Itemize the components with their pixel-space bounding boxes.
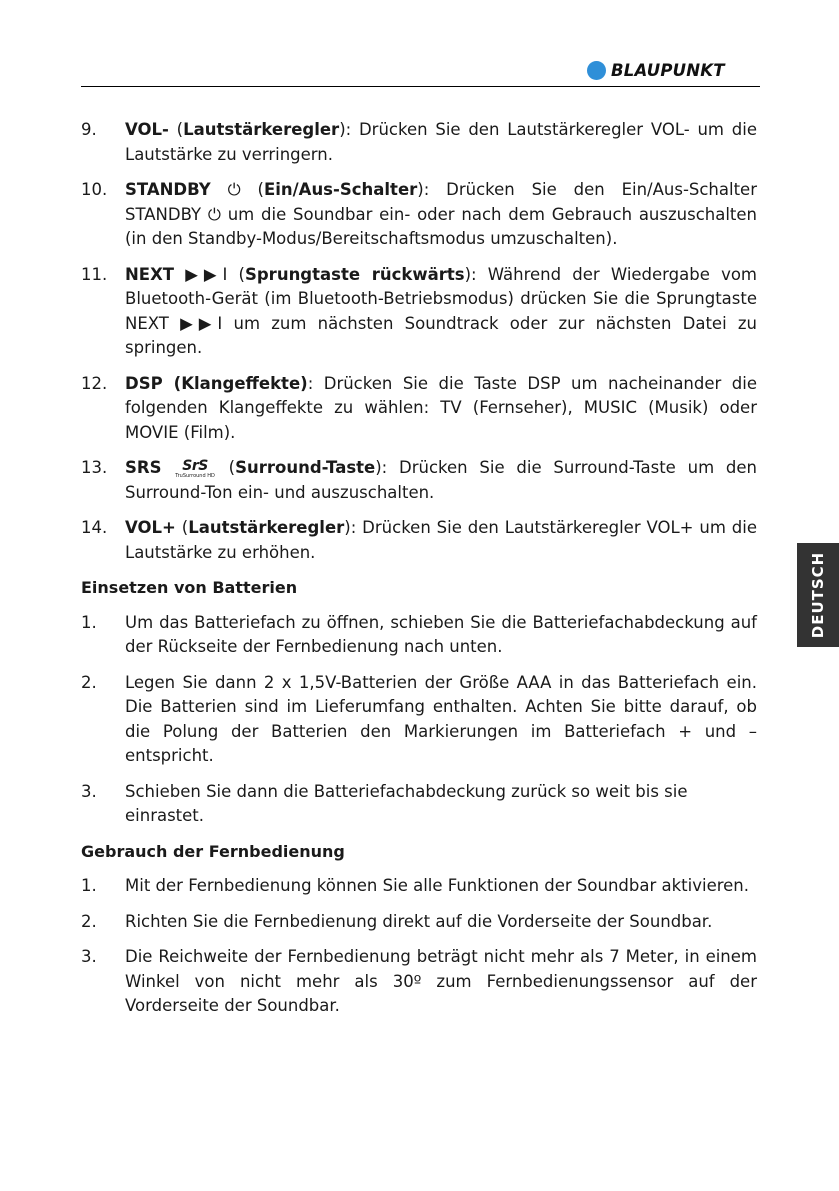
brand-name: BLAUPUNKT bbox=[611, 60, 725, 80]
item-number: 12. bbox=[81, 373, 108, 393]
item-text: Schieben Sie dann die Batteriefachabdeckung zurück so weit bis sie einrastet. bbox=[125, 781, 688, 825]
brand-dot-icon bbox=[587, 61, 606, 80]
item-number: 2. bbox=[81, 911, 97, 931]
language-tab-label: DEUTSCH bbox=[809, 551, 827, 639]
section-heading: Einsetzen von Batterien bbox=[81, 578, 298, 597]
list-item bbox=[81, 910, 757, 935]
list-item bbox=[81, 516, 757, 565]
item-number: 13. bbox=[81, 458, 108, 477]
item-number: 2. bbox=[81, 672, 97, 692]
brand-logo bbox=[587, 58, 767, 82]
list-item bbox=[81, 372, 757, 446]
item-text: NEXT ▶▶I (Sprungtaste rückwärts): Während der Wiedergabe vom Bluetooth-Gerät (im Bluetooth-Betriebsmodus) drücken Sie die Sprungtaste NEXT ▶▶I um zum nächsten Soundtrack oder zur nächsten Datei zu springen. bbox=[125, 264, 758, 357]
item-number: 1. bbox=[81, 876, 97, 895]
page-content bbox=[81, 118, 757, 1030]
list-item bbox=[81, 263, 757, 361]
item-number: 3. bbox=[81, 781, 97, 801]
list-item bbox=[81, 671, 757, 769]
item-text: DSP (Klangeffekte): Drücken Sie die Taste DSP um nacheinander die folgenden Klangeffekte zu wählen: TV (Fernseher), MUSIC (Musik) oder MOVIE (Film). bbox=[125, 373, 758, 442]
item-number: 10. bbox=[81, 180, 108, 199]
item-text: Die Reichweite der Fernbedienung beträgt nicht mehr als 7 Meter, in einem Winkel von nicht mehr als 30º zum Fernbedienungssensor auf der Vorderseite der Soundbar. bbox=[125, 947, 757, 1015]
item-number: 1. bbox=[81, 612, 97, 632]
list-item bbox=[81, 178, 757, 252]
item-number: 3. bbox=[81, 947, 97, 966]
list-item bbox=[81, 611, 757, 660]
item-text: Mit der Fernbedienung können Sie alle Funktionen der Soundbar aktivieren. bbox=[125, 876, 750, 895]
srs-trusurround-logo: SrS TruSurround HD bbox=[175, 457, 215, 479]
item-text: Legen Sie dann 2 x 1,5V-Batterien der Größe AAA in das Batteriefach ein. Die Batterien sind im Lieferumfang enthalten. Achten Sie bitte darauf, ob die Polung der Batterien den Markierungen im Batteriefach + und – entspricht. bbox=[125, 672, 757, 765]
list-item bbox=[81, 456, 757, 505]
item-text: VOL- (Lautstärkeregler): Drücken Sie den Lautstärkeregler VOL- um die Lautstärke zu verringern. bbox=[125, 120, 757, 164]
list-item bbox=[81, 118, 757, 167]
list-item bbox=[81, 945, 757, 1019]
header-rule bbox=[81, 86, 760, 87]
item-text: VOL+ (Lautstärkeregler): Drücken Sie den Lautstärkeregler VOL+ um die Lautstärke zu erhöhen. bbox=[125, 518, 757, 562]
list-item bbox=[81, 780, 757, 829]
item-text: Richten Sie die Fernbedienung direkt auf die Vorderseite der Soundbar. bbox=[125, 911, 713, 931]
item-number: 11. bbox=[81, 264, 108, 284]
language-tab bbox=[797, 543, 839, 647]
item-number: 9. bbox=[81, 120, 97, 139]
item-number: 14. bbox=[81, 518, 108, 537]
section-heading: Gebrauch der Fernbedienung bbox=[81, 841, 345, 861]
item-text: STANDBY ⏻ (Ein/Aus-Schalter): Drücken Sie den Ein/Aus-Schalter STANDBY ⏻ um die Soundbar ein- oder nach dem Gebrauch auszuschalten (in den Standby-Modus/Bereitschaftsmodus umzuschalten). bbox=[125, 180, 757, 248]
list-item bbox=[81, 874, 757, 899]
item-text: SRS SrS TruSurround HD (Surround-Taste): Drücken Sie die Surround-Taste um den Surround-Ton ein- und auszuschalten. bbox=[125, 457, 758, 502]
item-text: Um das Batteriefach zu öffnen, schieben Sie die Batteriefachabdeckung auf der Rückseite der Fernbedienung nach unten. bbox=[125, 612, 757, 656]
